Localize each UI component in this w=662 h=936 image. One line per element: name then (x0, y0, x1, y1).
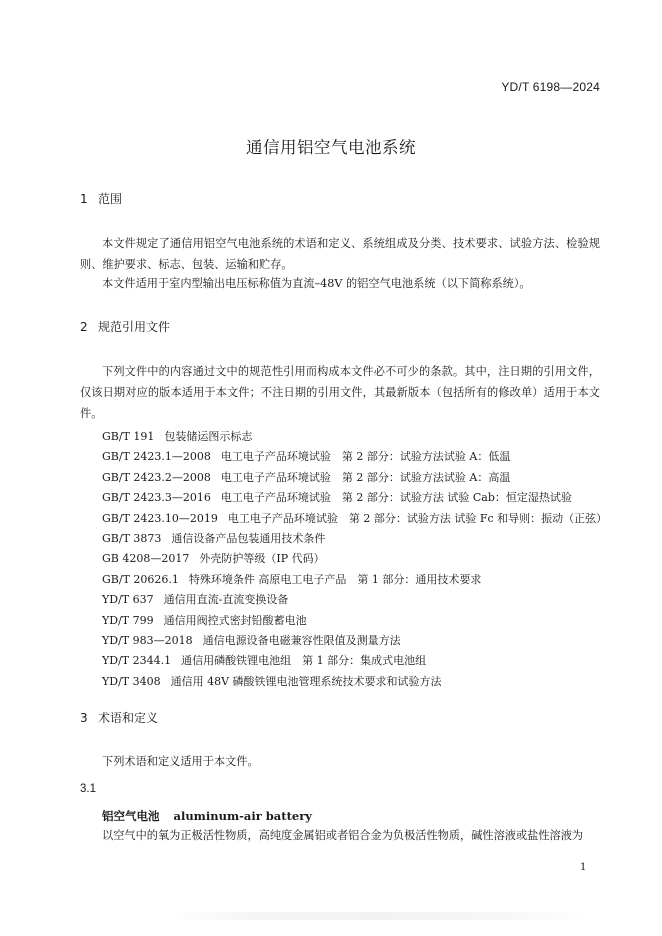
page-title: 通信用铝空气电池系统 (246, 138, 416, 157)
reference-item: YD/T 637 通信用直流-直流变换设备 (102, 593, 289, 607)
section-number: 3 (80, 711, 88, 725)
term-zh: 铝空气电池 (102, 809, 160, 823)
section-title: 规范引用文件 (98, 320, 171, 334)
reference-item: YD/T 3408 通信用 48V 磷酸铁锂电池管理系统技术要求和试验方法 (102, 674, 442, 688)
reference-list (102, 427, 607, 692)
section-title: 范围 (98, 192, 123, 206)
document-code: YD/T 6198—2024 (501, 80, 600, 94)
reference-item: GB/T 20626.1 特殊环境条件 高原电工电子产品 第 1 部分：通用技术要求 (102, 572, 482, 586)
term-entry (102, 808, 312, 824)
reference-item: GB/T 2423.2—2008 电工电子产品环境试验 第 2 部分：试验方法试验 A：高温 (102, 470, 511, 484)
section-title: 术语和定义 (98, 711, 159, 725)
paragraph: 本文件适用于室内型输出电压标称值为直流–48V 的铝空气电池系统（以下简称系统）。 (102, 277, 531, 290)
term-number: 3.1 (80, 783, 96, 795)
section-3-heading (80, 709, 158, 726)
paragraph: 下列文件中的内容通过文中的规范性引用而构成本文件必不可少的条款。其中，注日期的引用文件，仅该日期对应的版本适用于本文件；不注日期的引用文件，其最新版本（包括所有的修改单）适用于本文件。 (80, 365, 600, 420)
reference-item: GB/T 2423.10—2019 电工电子产品环境试验 第 2 部分：试验方法 试验 Fc 和导则：振动（正弦） (102, 511, 608, 525)
footer-faint-mark (170, 912, 590, 920)
reference-item: GB/T 2423.3—2016 电工电子产品环境试验 第 2 部分：试验方法 试验 Cab：恒定湿热试验 (102, 491, 572, 505)
reference-item: GB/T 3873 通信设备产品包装通用技术条件 (102, 532, 326, 546)
paragraph: 本文件规定了通信用铝空气电池系统的术语和定义、系统组成及分类、技术要求、试验方法、检验规则、维护要求、标志、包装、运输和贮存。 (80, 237, 600, 271)
reference-item: GB/T 191 包装储运图示标志 (102, 430, 253, 443)
section-number: 2 (80, 320, 88, 334)
reference-item: GB 4208—2017 外壳防护等级（IP 代码） (102, 552, 325, 566)
reference-item: YD/T 799 通信用阀控式密封铅酸蓄电池 (102, 613, 307, 627)
reference-item: YD/T 2344.1 通信用磷酸铁锂电池组 第 1 部分：集成式电池组 (102, 654, 427, 668)
paragraph: 下列术语和定义适用于本文件。 (102, 755, 259, 768)
section-2-heading (80, 318, 170, 335)
page-number: 1 (580, 862, 587, 873)
section-1-heading (80, 190, 122, 207)
term-definition: 以空气中的氧为正极活性物质，高纯度金属铝或者铝合金为负极活性物质，碱性溶液或盐性溶液为 (102, 829, 584, 842)
reference-item: YD/T 983—2018 通信电源设备电磁兼容性限值及测量方法 (102, 634, 401, 648)
reference-item: GB/T 2423.1—2008 电工电子产品环境试验 第 2 部分：试验方法试验 A：低温 (102, 450, 511, 464)
section-number: 1 (80, 192, 88, 206)
term-en: aluminum-air battery (173, 809, 312, 823)
